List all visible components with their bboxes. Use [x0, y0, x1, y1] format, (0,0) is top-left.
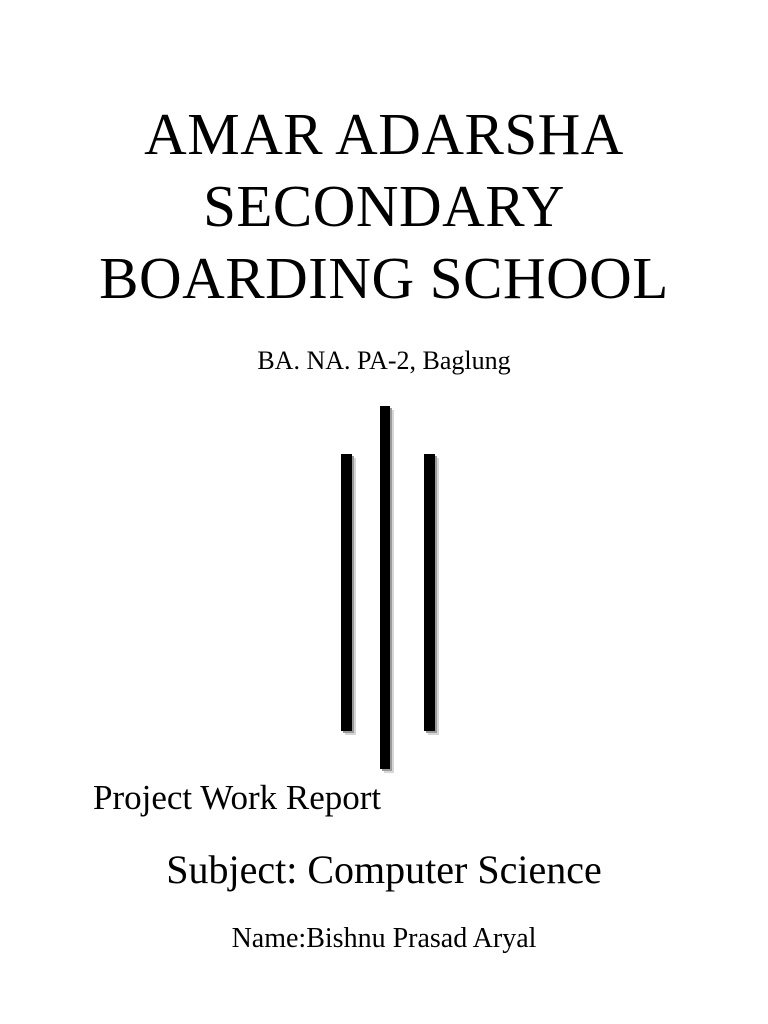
school-name-line-1: AMAR ADARSHA — [144, 101, 624, 167]
school-name-line-2: SECONDARY — [203, 173, 565, 239]
school-name — [0, 98, 768, 314]
school-name-line-3: BOARDING SCHOOL — [99, 245, 669, 311]
student-name: Name:Bishnu Prasad Aryal — [231, 923, 537, 954]
decorative-bar-right — [424, 454, 435, 731]
school-address: BA. NA. PA-2, Baglung — [257, 346, 511, 375]
decorative-bar-left — [341, 454, 352, 731]
report-title: Project Work Report — [93, 778, 382, 817]
report-subject: Subject: Computer Science — [166, 847, 602, 892]
decorative-bar-center — [380, 406, 390, 769]
